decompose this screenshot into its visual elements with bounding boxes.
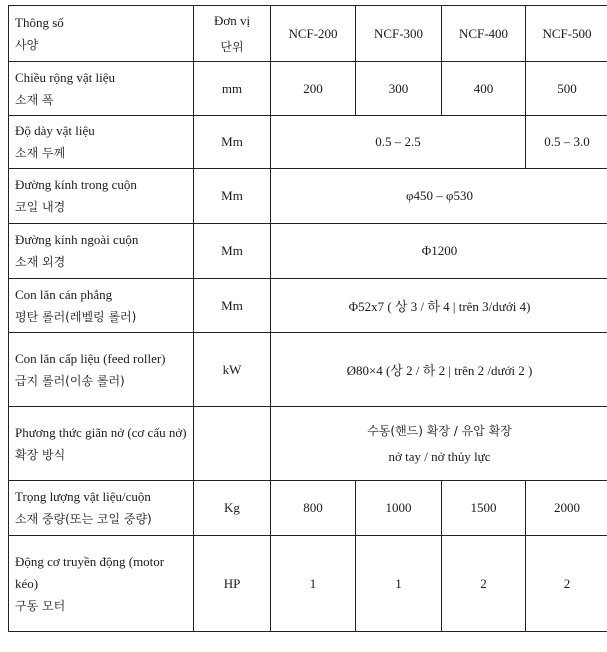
row-feed-roller-name xyxy=(9,333,194,407)
row-leveler-roller-name-ko: 평탄 롤러(레벨링 롤러) xyxy=(15,309,137,324)
row-feed-roller-name-vi: Con lăn cấp liệu (feed roller) xyxy=(15,350,166,366)
row-feed-roller xyxy=(9,333,607,407)
row-motor-value-300: 1 xyxy=(356,536,442,632)
row-weight-value-300: 1000 xyxy=(356,481,442,536)
header-unit-ko: 단위 xyxy=(220,39,244,54)
row-weight xyxy=(9,481,607,536)
row-width-value-500: 500 xyxy=(526,62,607,116)
row-weight-name-ko: 소재 중량(또는 코일 중량) xyxy=(15,512,152,526)
row-inner-diameter xyxy=(9,169,607,224)
header-unit-cell xyxy=(194,6,271,62)
row-thickness-name-vi: Độ dày vật liệu xyxy=(15,123,95,138)
header-param-vi: Thông số xyxy=(15,14,64,30)
row-weight-value-400: 1500 xyxy=(442,481,526,536)
row-expansion-method-unit xyxy=(194,407,271,481)
header-model-ncf400: NCF-400 xyxy=(442,6,526,62)
row-feed-roller-unit: kW xyxy=(194,333,271,407)
row-weight-name xyxy=(9,481,194,536)
row-weight-value-200: 800 xyxy=(271,481,356,536)
row-expansion-method-name xyxy=(9,407,194,481)
row-width-name-vi: Chiều rộng vật liệu xyxy=(15,69,116,85)
row-outer-diameter-name-vi: Đường kính ngoài cuộn xyxy=(15,232,139,247)
spec-table xyxy=(8,5,607,632)
row-motor-unit: HP xyxy=(194,536,271,632)
row-width-value-300: 300 xyxy=(356,62,442,116)
row-outer-diameter-name-ko: 소재 외경 xyxy=(15,255,66,269)
row-thickness-name xyxy=(9,116,194,169)
row-motor-name-ko: 구동 모터 xyxy=(15,598,66,613)
row-outer-diameter-value: Φ1200 xyxy=(271,224,607,279)
row-inner-diameter-unit: Mm xyxy=(194,169,271,224)
row-expansion-method xyxy=(9,407,607,481)
row-inner-diameter-value: φ450 – φ530 xyxy=(271,169,607,224)
row-motor xyxy=(9,536,607,632)
header-param-ko: 사양 xyxy=(15,37,39,52)
row-width-name-ko: 소재 폭 xyxy=(15,92,54,107)
row-weight-value-500: 2000 xyxy=(526,481,607,536)
row-thickness-name-ko: 소재 두께 xyxy=(15,146,66,160)
row-expansion-method-value xyxy=(271,407,607,481)
row-leveler-roller-value: Φ52x7 ( 상 3 / 하 4 | trên 3/dưới 4) xyxy=(271,279,607,333)
row-motor-value-400: 2 xyxy=(442,536,526,632)
row-width-value-400: 400 xyxy=(442,62,526,116)
row-outer-diameter-unit: Mm xyxy=(194,224,271,279)
row-width xyxy=(9,62,607,116)
row-leveler-roller-name-vi: Con lăn cán phẳng xyxy=(15,286,113,302)
row-inner-diameter-name xyxy=(9,169,194,224)
row-motor-name xyxy=(9,536,194,632)
row-width-unit: mm xyxy=(194,62,271,116)
row-expansion-method-value-ko: 수동(핸드) 확장 / 유압 확장 xyxy=(367,423,512,438)
row-weight-name-vi: Trọng lượng vật liệu/cuộn xyxy=(15,489,151,504)
row-expansion-method-name-ko: 확장 방식 xyxy=(15,447,66,462)
row-expansion-method-value-vi: nở tay / nở thủy lực xyxy=(388,448,491,464)
row-inner-diameter-name-vi: Đường kính trong cuộn xyxy=(15,177,137,192)
row-feed-roller-name-ko: 급지 롤러(이송 롤러) xyxy=(15,373,125,388)
row-thickness-unit: Mm xyxy=(194,116,271,169)
row-inner-diameter-name-ko: 코일 내경 xyxy=(15,200,66,214)
row-outer-diameter-name xyxy=(9,224,194,279)
row-expansion-method-name-vi: Phương thức giãn nở (cơ cấu nở) xyxy=(15,424,187,440)
row-thickness xyxy=(9,116,607,169)
header-model-ncf300: NCF-300 xyxy=(356,6,442,62)
row-leveler-roller-name xyxy=(9,279,194,333)
row-weight-unit: Kg xyxy=(194,481,271,536)
row-outer-diameter xyxy=(9,224,607,279)
row-width-name xyxy=(9,62,194,116)
row-motor-value-200: 1 xyxy=(271,536,356,632)
row-leveler-roller-unit: Mm xyxy=(194,279,271,333)
row-leveler-roller xyxy=(9,279,607,333)
row-thickness-value-b: 0.5 – 3.0 xyxy=(526,116,607,169)
row-motor-value-500: 2 xyxy=(526,536,607,632)
header-model-ncf500: NCF-500 xyxy=(526,6,607,62)
row-width-value-200: 200 xyxy=(271,62,356,116)
header-model-ncf200: NCF-200 xyxy=(271,6,356,62)
header-param-cell xyxy=(9,6,194,62)
table-header-row xyxy=(9,6,607,62)
row-feed-roller-value: Ø80×4 (상 2 / 하 2 | trên 2 /dưới 2 ) xyxy=(271,333,607,407)
header-unit-vi: Đơn vị xyxy=(213,12,251,28)
row-motor-name-vi: Động cơ truyền động (motor kéo) xyxy=(15,553,165,591)
row-thickness-value-a: 0.5 – 2.5 xyxy=(271,116,526,169)
